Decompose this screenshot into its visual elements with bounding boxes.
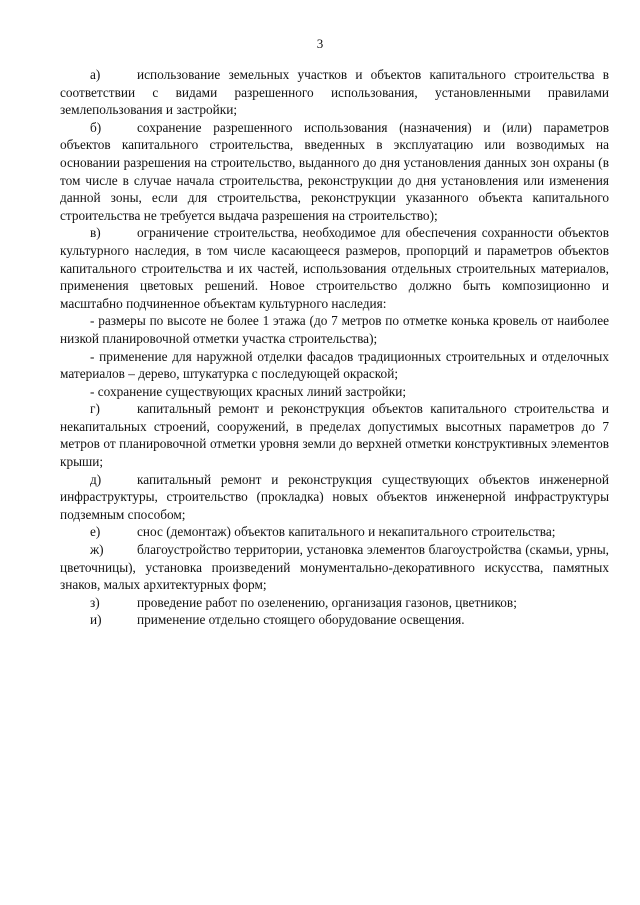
list-item-g bbox=[60, 400, 609, 470]
page-number: 3 bbox=[316, 36, 324, 51]
dash-item-red-lines: - сохранение существующих красных линий застройки; bbox=[90, 383, 407, 399]
item-text: ограничение строительства, необходимое для обеспечения сохранности объектов культурного наследия, в том числе касающееся размеров, пропорций и параметров объектов капитального строительства и их частей, использования отдельных строительных материалов, применения цветовых решений. Новое строительство должно быть композиционно и масштабно подчиненное объектам культурного наследия: bbox=[60, 225, 609, 311]
list-item-zh bbox=[60, 541, 609, 594]
list-item-z bbox=[60, 594, 609, 612]
list-item-e bbox=[60, 523, 609, 541]
document-body bbox=[60, 66, 609, 629]
list-item-b bbox=[60, 119, 609, 225]
item-marker: и) bbox=[90, 612, 102, 628]
list-item-a bbox=[60, 66, 609, 119]
list-item-v bbox=[60, 224, 609, 312]
dash-item-materials: - применение для наружной отделки фасадов традиционных строительных и отделочных материалов – дерево, штукатурка с последующей окраской; bbox=[60, 348, 609, 382]
list-item-i bbox=[60, 611, 609, 629]
item-marker: г) bbox=[90, 401, 100, 417]
item-text: снос (демонтаж) объектов капитального и некапитального строительства; bbox=[137, 524, 556, 540]
item-marker: д) bbox=[90, 471, 102, 487]
item-text: капитальный ремонт и реконструкция объектов капитального строительства и некапитальных строений, сооружений, в пределах допустимых высотных параметров до 7 метров от планировочной отметки уровня земли до верхней отметки конструктивных элементов крыши; bbox=[60, 401, 609, 470]
item-marker: ж) bbox=[90, 542, 104, 558]
item-text: капитальный ремонт и реконструкция существующих объектов инженерной инфраструктуры, строительство (прокладка) новых объектов инженерной инфраструктуры подземным способом; bbox=[60, 471, 609, 522]
item-marker: в) bbox=[90, 225, 101, 241]
item-text: благоустройство территории, установка элементов благоустройства (скамьи, урны, цветочницы), установка произведений монументально-декоративного искусства, памятных знаков, малых архитектурных форм; bbox=[60, 542, 609, 593]
item-text: применение отдельно стоящего оборудование освещения. bbox=[137, 612, 465, 628]
item-marker: е) bbox=[90, 524, 101, 540]
item-marker: з) bbox=[90, 594, 100, 610]
item-text: проведение работ по озеленению, организация газонов, цветников; bbox=[137, 594, 517, 610]
item-marker: а) bbox=[90, 67, 101, 82]
item-text: сохранение разрешенного использования (назначения) и (или) параметров объектов капитального строительства, введенных в эксплуатацию или возводимых на основании разрешения на строительство, выданного до дня установления данных зон охраны (в том числе в случае начала строительства, реконструкции до дня установления или изменения данной зоны, если для строительства, реконструкции указанного объекта капитального строительства не требуется выдача разрешения на строительство); bbox=[60, 119, 609, 223]
list-item-d bbox=[60, 471, 609, 524]
item-marker: б) bbox=[90, 119, 102, 135]
dash-item-height: - размеры по высоте не более 1 этажа (до 7 метров по отметке конька кровель от наиболее низкой планировочной отметки участка строительства); bbox=[60, 313, 609, 346]
item-text: использование земельных участков и объектов капитального строительства в соответствии с видами разрешенного использования, установленными правилами землепользования и застройки; bbox=[60, 67, 609, 118]
